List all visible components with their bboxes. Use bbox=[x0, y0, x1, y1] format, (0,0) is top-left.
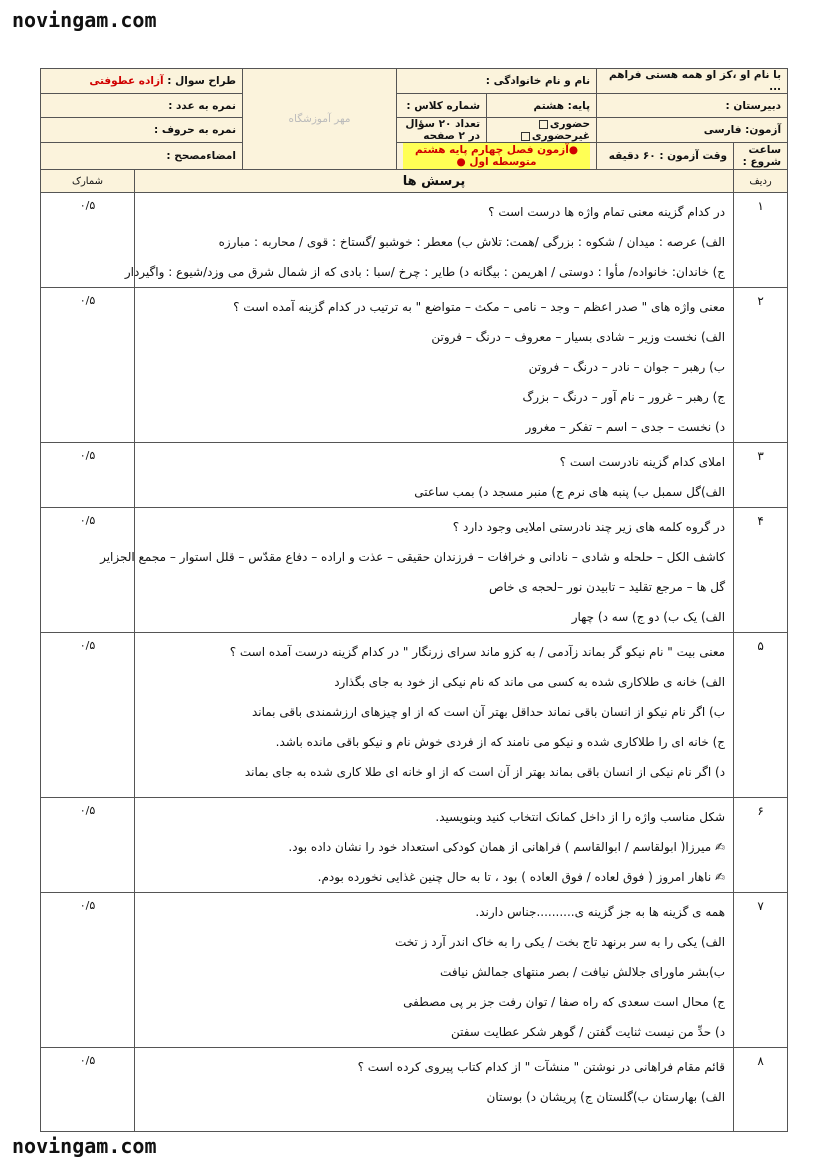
question-row bbox=[41, 893, 788, 1048]
mode-absent-label: غیرحضوری bbox=[531, 130, 591, 142]
mode-absent-checkbox[interactable] bbox=[521, 132, 530, 141]
question-text: در کدام گزینه معنی تمام واژه ها درست است ؟ bbox=[488, 205, 726, 219]
exam-mode bbox=[487, 118, 597, 143]
question-body bbox=[135, 1048, 734, 1132]
question-number: ۱ bbox=[734, 193, 788, 288]
start-time-label: ساعت شروع : bbox=[734, 143, 788, 170]
question-text: قائم مقام فراهانی در نوشتن " منشآت " از کدام کتاب پیروی کرده است ؟ bbox=[357, 1060, 726, 1074]
question-score: ۰/۵ bbox=[41, 633, 135, 798]
class-number-label: شماره کلاس : bbox=[397, 94, 487, 118]
column-score: شمارک bbox=[41, 170, 135, 193]
question-count-label: تعداد ۲۰ سؤال در ۲ صفحه bbox=[397, 118, 487, 143]
word-list-line: کاشف الکل – حلحله و شادی – نادانی و خرافات – فرزندان حقیقی – عذت و اراده – دفاع مقدّس – قلل استوار – مجمع الجزایر bbox=[100, 550, 726, 564]
option-line: الف) یکی را به سر برنهد تاج بخت / یکی را به خاک اندر آرد ز تخت bbox=[395, 935, 726, 949]
exam-title-cell bbox=[397, 143, 597, 170]
question-body bbox=[135, 798, 734, 893]
question-row bbox=[41, 798, 788, 893]
question-text: شکل مناسب واژه را از داخل کمانک انتخاب کنید وبنویسید. bbox=[435, 810, 726, 824]
option-line: الف) خانه ی طلاکاری شده به کسی می ماند که نام نیکی از خود به جای بگذارد bbox=[334, 675, 726, 689]
question-number: ۶ bbox=[734, 798, 788, 893]
option-line: ب) اگر نام نیکو از انسان باقی نماند حداقل بهتر آن است که از او چیزهای ارزشمندی باقی بماند bbox=[251, 705, 726, 719]
bismillah: با نام او ،کز او همه هستی فراهم ... bbox=[597, 69, 788, 94]
option-line: الف)گل سمبل ب) پنبه های نرم ج) منبر مسجد د) بمب ساعتی bbox=[414, 485, 726, 499]
exam-sheet bbox=[40, 68, 788, 1132]
designer bbox=[41, 69, 243, 94]
option-line: ✍ میرزا( ابولقاسم / ابوالقاسم ) فراهانی از همان کودکی استعداد خود را نشان داده بود. bbox=[288, 840, 726, 854]
column-row-number: ردیف bbox=[734, 170, 788, 193]
question-row bbox=[41, 193, 788, 288]
column-header-row bbox=[41, 170, 788, 193]
school-seal: مهر آموزشگاه bbox=[243, 69, 397, 170]
exam-title-highlight bbox=[403, 143, 590, 169]
bullet-icon: ● bbox=[568, 144, 578, 156]
question-number: ۳ bbox=[734, 443, 788, 508]
header-row-2 bbox=[41, 94, 788, 118]
question-number: ۴ bbox=[734, 508, 788, 633]
watermark-top: novingam.com bbox=[12, 8, 157, 32]
option-line: ج) محال است سعدی که راه صفا / توان رفت جز بر پی مصطفی bbox=[403, 995, 726, 1009]
duration-label: وقت آزمون : ۶۰ دقیقه bbox=[597, 143, 734, 170]
column-questions: پرسش ها bbox=[135, 170, 734, 193]
question-score: ۰/۵ bbox=[41, 508, 135, 633]
option-line: ج) خاندان: خانواده/ مأوا : دوستی / اهریمن : بیگانه د) طایر : چرخ /سبا : بادی که از شمال شرق می وزد/شیوع : واگیردار bbox=[124, 265, 726, 279]
option-line: الف) یک ب) دو ج) سه د) چهار bbox=[571, 610, 726, 624]
question-text: معنی بیت " نام نیکو گر بماند زآدمی / به کزو ماند سرای زرنگار " در کدام گزینه درست آمده است ؟ bbox=[229, 645, 726, 659]
option-line: الف) عرصه : میدان / شکوه : بزرگی /همت: تلاش ب) معطر : خوشبو /گستاخ : قوی / محاربه : مبارزه bbox=[218, 235, 726, 249]
question-score: ۰/۵ bbox=[41, 288, 135, 443]
question-text: املای کدام گزینه نادرست است ؟ bbox=[559, 455, 726, 469]
student-name-label: نام و نام خانوادگی : bbox=[397, 69, 597, 94]
question-score: ۰/۵ bbox=[41, 798, 135, 893]
question-body bbox=[124, 193, 734, 288]
option-line: د) نخست – جدی – اسم – تفکر – مغرور bbox=[525, 420, 726, 434]
question-score: ۰/۵ bbox=[41, 443, 135, 508]
option-line: ب) رهبر – جوان – نادر – درنگ – فروتن bbox=[528, 360, 726, 374]
question-number: ۷ bbox=[734, 893, 788, 1048]
school-label: دبیرستان : bbox=[597, 94, 788, 118]
grade-label: پایه: هشتم bbox=[487, 94, 597, 118]
header-row-3 bbox=[41, 118, 788, 143]
designer-name: آزاده عطوفتی bbox=[89, 75, 164, 87]
question-body bbox=[135, 288, 734, 443]
question-text: همه ی گزینه ها به جز گزینه ی..........جناس دارند. bbox=[475, 905, 726, 919]
bullet-icon: ● bbox=[456, 156, 466, 168]
corrector-signature-label: امضاءمصحح : bbox=[41, 143, 243, 170]
score-text-label: نمره به حروف : bbox=[41, 118, 243, 143]
question-row bbox=[41, 508, 788, 633]
question-row bbox=[41, 1048, 788, 1132]
question-body bbox=[135, 893, 734, 1048]
designer-label: طراح سوال : bbox=[167, 75, 237, 87]
option-line: ج) خانه ای را طلاکاری شده و نیکو می نامند که از فردی خوش نام و نیکو باقی مانده باشد. bbox=[275, 735, 726, 749]
question-text: معنی واژه های " صدر اعظم – وجد – نامی – مکث – متواضع " به ترتیب در کدام گزینه آمده است ؟ bbox=[233, 300, 726, 314]
option-line: ج) رهبر – غرور – نام آور – درنگ – بزرگ bbox=[522, 390, 726, 404]
question-score: ۰/۵ bbox=[41, 893, 135, 1048]
question-number: ۸ bbox=[734, 1048, 788, 1132]
question-number: ۲ bbox=[734, 288, 788, 443]
question-body bbox=[100, 508, 734, 633]
option-line: الف) بهارستان ب)گلستان ج) پریشان د) بوستان bbox=[486, 1090, 726, 1104]
question-score: ۰/۵ bbox=[41, 193, 135, 288]
question-score: ۰/۵ bbox=[41, 1048, 135, 1132]
question-row bbox=[41, 443, 788, 508]
watermark-bottom: novingam.com bbox=[12, 1134, 157, 1158]
word-list-line: گل ها – مرجع تقلید – تابیدن نور –لحجه ی خاص bbox=[489, 580, 726, 594]
question-row bbox=[41, 288, 788, 443]
option-line: الف) نخست وزیر – شادی بسیار – معروف – درنگ – فروتن bbox=[431, 330, 726, 344]
question-text: در گروه کلمه های زیر چند نادرستی املایی وجود دارد ؟ bbox=[452, 520, 726, 534]
question-body bbox=[135, 633, 734, 798]
option-line: د) حدِّ من نیست ثنایت گفتن / گوهر شکر عطایت سفتن bbox=[450, 1025, 726, 1039]
mode-present-label: حضوری bbox=[549, 118, 591, 130]
question-body bbox=[135, 443, 734, 508]
mode-present-checkbox[interactable] bbox=[539, 120, 548, 129]
question-number: ۵ bbox=[734, 633, 788, 798]
option-line: د) اگر نام نیکی از انسان باقی بماند بهتر از آن است که از او خانه ای طلا کاری شده به جای بماند bbox=[244, 765, 726, 779]
exam-label: آزمون: فارسی bbox=[597, 118, 788, 143]
exam-title: آزمون فصل چهارم پایه هشتم متوسطه اول bbox=[415, 144, 569, 168]
question-row bbox=[41, 633, 788, 798]
score-number-label: نمره به عدد : bbox=[41, 94, 243, 118]
option-line: ✍ ناهار امروز ( فوق لعاده / فوق العاده ) بود ، تا به حال چنین غذایی نخورده بودم. bbox=[317, 870, 726, 884]
header-row-4 bbox=[41, 143, 788, 170]
option-line: ب)بشر ماورای جلالش نیافت / بصر منتهای جمالش نیافت bbox=[440, 965, 726, 979]
header-row-1 bbox=[41, 69, 788, 94]
